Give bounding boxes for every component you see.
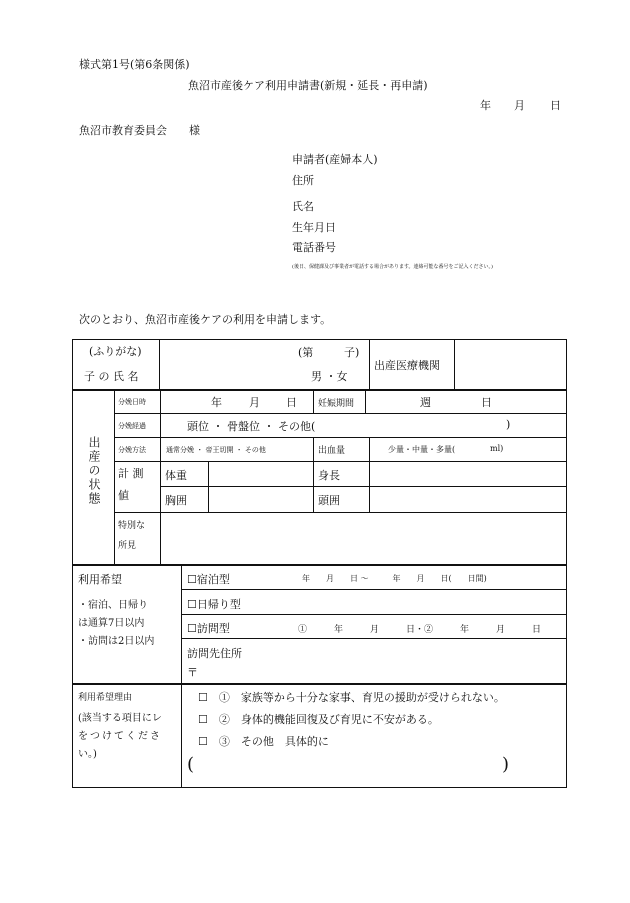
child-name-label: 子 の 氏 名 xyxy=(84,370,139,383)
special-label-1: 特別な xyxy=(118,521,146,531)
gestation-week[interactable]: 週 xyxy=(420,396,431,409)
postal-mark[interactable]: 〒 xyxy=(187,666,198,679)
applicant-address-label[interactable]: 住所 xyxy=(292,174,314,187)
reason-note-2: をつけてくださ xyxy=(78,731,162,742)
applicant-phone-label[interactable]: 電話番号 xyxy=(292,241,336,254)
delivery-method-label: 分娩方法 xyxy=(118,446,146,454)
reason-detail-field[interactable] xyxy=(205,756,495,780)
date-month: 月 xyxy=(514,99,525,112)
usage-note-3: ・訪問は2日以内 xyxy=(78,636,155,647)
course-options[interactable]: 頭位 ・ 骨盤位 ・ その他( xyxy=(187,420,316,433)
addressee: 魚沼市教育委員会 xyxy=(79,124,167,137)
reason-note-1: (該当する項目にレ xyxy=(78,713,162,724)
birth-order-close: 子) xyxy=(344,346,360,359)
honorific: 様 xyxy=(189,124,200,137)
gestation-label: 妊娠期間 xyxy=(318,399,355,409)
measure-label-1: 計 測 xyxy=(118,467,144,480)
stay-dates[interactable]: 年 月 日 ～ 年 月 日( 日間) xyxy=(302,574,487,583)
usage-wish-label: 利用希望 xyxy=(78,573,122,586)
hospital-label: 出産医療機関 xyxy=(374,359,440,372)
reason-note-3: い。) xyxy=(78,749,97,760)
visit-dates[interactable]: ① 年 月 日・② 年 月 日 xyxy=(298,625,542,635)
reason-option-2[interactable]: ☐ ② 身体的機能回復及び育児に不安がある。 xyxy=(198,713,439,726)
hospital-field[interactable] xyxy=(455,340,566,388)
birth-day[interactable]: 日 xyxy=(286,396,297,409)
reason-paren-close: ) xyxy=(502,754,510,775)
birth-status-label: 出産の状態 xyxy=(87,436,101,506)
gestation-day[interactable]: 日 xyxy=(481,396,492,409)
usage-note-2: は通算7日以内 xyxy=(78,618,145,629)
blood-loss-label: 出血量 xyxy=(318,446,346,456)
delivery-course-label: 分娩経過 xyxy=(118,422,146,430)
date-day: 日 xyxy=(550,99,561,112)
usage-note-1: ・宿泊、日帰り xyxy=(78,600,148,611)
applicant-note: (後日、保健課及び事業者が電話する場合があります。連絡可能な番号をご記入ください。) xyxy=(292,264,494,270)
stay-type-checkbox[interactable]: ☐宿泊型 xyxy=(187,573,230,586)
birth-order-open: (第 xyxy=(298,346,314,359)
applicant-name-label[interactable]: 氏名 xyxy=(292,200,314,213)
birth-month[interactable]: 月 xyxy=(249,396,260,409)
course-close: ) xyxy=(506,418,511,431)
head-label: 頭囲 xyxy=(318,494,340,507)
height-label: 身長 xyxy=(318,469,340,482)
measure-label-2: 値 xyxy=(118,489,129,502)
special-findings-field[interactable] xyxy=(161,513,566,563)
date-year: 年 xyxy=(480,99,491,112)
weight-label: 体重 xyxy=(165,469,187,482)
form-number: 様式第1号(第6条関係) xyxy=(79,58,190,71)
blood-ml: ml) xyxy=(490,444,504,453)
reason-option-3[interactable]: ☐ ③ その他 具体的に xyxy=(198,735,329,748)
blood-options[interactable]: 少量・中量・多量( xyxy=(388,445,456,454)
day-type-checkbox[interactable]: ☐日帰り型 xyxy=(187,598,241,611)
reason-paren-open: ( xyxy=(187,754,195,775)
form-title: 魚沼市産後ケア利用申請書(新規・延長・再申請) xyxy=(188,79,428,92)
sex-options[interactable]: 男 ・女 xyxy=(311,370,348,383)
visit-type-checkbox[interactable]: ☐訪問型 xyxy=(187,622,230,635)
visit-address-label: 訪問先住所 xyxy=(187,647,242,660)
reason-title: 利用希望理由 xyxy=(78,693,133,703)
chest-label: 胸囲 xyxy=(165,494,187,507)
birth-date-label: 分娩日時 xyxy=(118,398,146,406)
method-options[interactable]: 通常分娩 ・ 帝王切開 ・ その他 xyxy=(166,446,266,454)
birth-year[interactable]: 年 xyxy=(211,396,222,409)
furigana-label: (ふりがな) xyxy=(89,345,142,358)
reason-option-1[interactable]: ☐ ① 家族等から十分な家事、育児の援助が受けられない。 xyxy=(198,691,505,704)
applicant-birthdate-label[interactable]: 生年月日 xyxy=(292,221,336,234)
special-label-2: 所見 xyxy=(118,541,137,551)
intro-text: 次のとおり、魚沼市産後ケアの利用を申請します。 xyxy=(79,313,332,326)
applicant-label: 申請者(産婦本人) xyxy=(292,153,378,166)
